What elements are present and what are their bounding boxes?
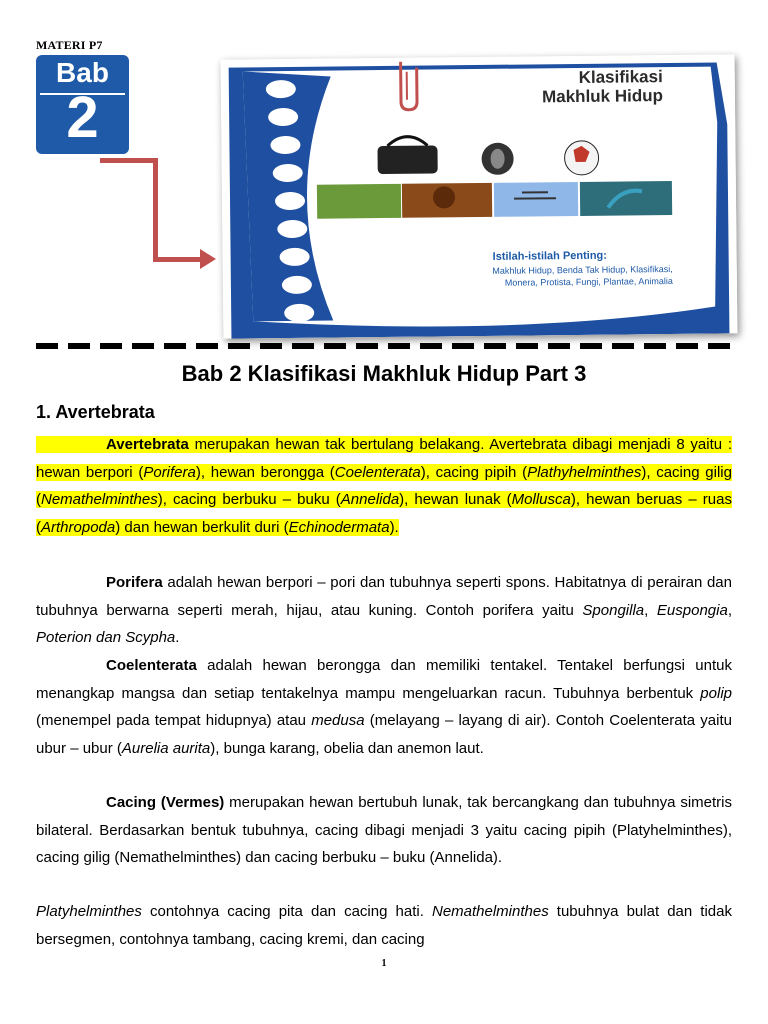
chapter-badge-word: Bab xyxy=(56,57,109,88)
section-heading: 1. Avertebrata xyxy=(36,402,155,422)
paragraph-porifera: Porifera adalah hewan berpori – pori dan tubuhnya seperti spons. Habitatnya di perairan dan tubuhnya berwarna seperti merah, hijau, atau kuning. Contoh porifera yaitu Spongilla, Euspongia, Poterion dan Scypha. xyxy=(36,574,732,646)
materi-label: MATERI P7 xyxy=(36,38,103,52)
paragraph-platyhelminthes: Platyhelminthes contohnya cacing pita dan cacing hati. Nemathelminthes tubuhnya bulat dan tidak bersegmen, contohnya tambang, cacing kremi, dan cacing xyxy=(36,903,732,948)
chapter-badge xyxy=(36,55,129,154)
arrow-head-icon xyxy=(200,249,216,269)
chapter-badge-number: 2 xyxy=(66,85,99,150)
cover-title-line: Makhluk Hidup xyxy=(541,86,664,107)
chapter-cover-image xyxy=(221,54,738,338)
cover-title-line: Klasifikasi xyxy=(578,67,663,87)
highlighted-text: Avertebrata merupakan hewan tak bertulang belakang. Avertebrata dibagi menjadi 8 yaitu : hewan berpori (Porifera), hewan berongga (Coelenterata), cacing pipih (Plathyhelminthes), cacing gilig (Nemathelminthes), cacing berbuku – buku (Annelida), hewan lunak (Mollusca), hewan beruas – ruas (Arthropoda) dan hewan berkulit duri (Echinodermata). xyxy=(36,436,732,536)
document-title: Bab 2 Klasifikasi Makhluk Hidup Part 3 xyxy=(181,361,587,386)
cover-important-heading: Istilah-istilah Penting: xyxy=(492,249,607,263)
dashed-divider xyxy=(36,343,734,349)
cover-title xyxy=(483,67,663,107)
cover-terms-line: Monera, Protista, Fungi, Plantae, Animalia xyxy=(504,275,673,288)
paragraph-avertebrata xyxy=(36,431,732,541)
arrow-segment xyxy=(153,158,158,262)
paragraph-vermes: Cacing (Vermes) merupakan hewan bertubuh lunak, tak bercangkang dan tubuhnya simetris bilateral. Berdasarkan bentuk tubuhnya, cacing dibagi menjadi 3 yaitu cacing pipih (Platyhelminthes), cacing gilig (Nemathelminthes) dan cacing berbuku – buku (Annelida). xyxy=(36,794,733,866)
cover-important-terms xyxy=(383,263,673,290)
page-number: 1 xyxy=(381,958,387,969)
arrow-segment xyxy=(153,257,203,262)
cover-terms-line: Makhluk Hidup, Benda Tak Hidup, Klasifikasi, xyxy=(492,263,673,276)
arrow-segment xyxy=(100,158,158,163)
paragraph-coelenterata: Coelenterata adalah hewan berongga dan memiliki tentakel. Tentakel berfungsi untuk menangkap mangsa dan setiap tentakelnya mampu mengeluarkan racun. Tubuhnya berbentuk polip (menempel pada tempat hidupnya) atau medusa (melayang – layang di air). Contoh Coelenterata yaitu ubur – ubur (Aurelia aurita), bunga karang, obelia dan anemon laut. xyxy=(36,657,732,757)
